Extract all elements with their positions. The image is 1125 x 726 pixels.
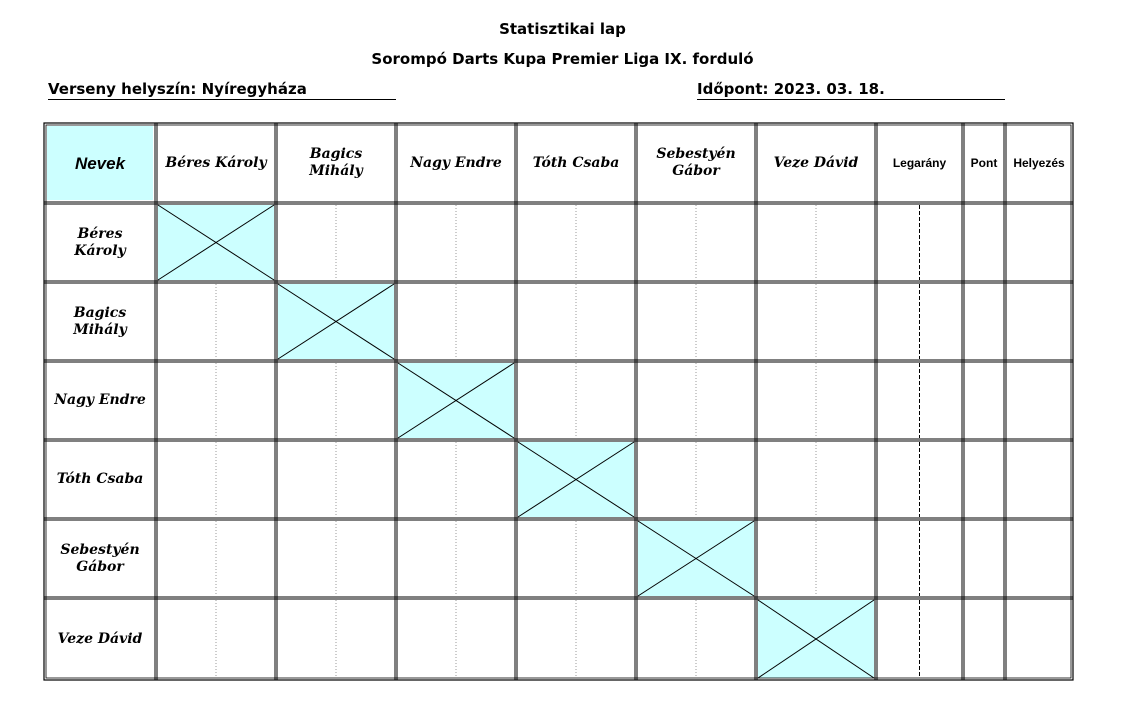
column-header-player: Sebestyén Gábor (656, 146, 736, 179)
row-header-player: Tóth Csaba (56, 471, 144, 487)
row-header-player: Nagy Endre (54, 392, 146, 408)
page-title: Statisztikai lap (499, 20, 626, 38)
row-header-player: Béres Károly (74, 225, 126, 259)
page-subtitle: Sorompó Darts Kupa Premier Liga IX. forduló (371, 50, 754, 68)
column-header-player: Tóth Csaba (532, 154, 620, 171)
names-header: Nevek (74, 153, 126, 173)
column-header-player: Veze Dávid (773, 154, 859, 171)
venue-field: Verseny helyszín: Nyíregyháza (48, 80, 396, 100)
row-header-player: Sebestyén Gábor (60, 541, 140, 575)
date-field: Időpont: 2023. 03. 18. (697, 80, 1005, 100)
column-header-player: Bagics Mihály (309, 146, 363, 179)
column-header-player: Béres Károly (165, 154, 267, 171)
row-header-player: Bagics Mihály (73, 304, 127, 338)
stat-header: Legarány (892, 156, 947, 170)
stat-header: Pont (970, 156, 998, 170)
column-header-player: Nagy Endre (410, 154, 502, 171)
stat-header: Helyezés (1013, 156, 1065, 170)
row-header-player: Veze Dávid (57, 630, 143, 647)
